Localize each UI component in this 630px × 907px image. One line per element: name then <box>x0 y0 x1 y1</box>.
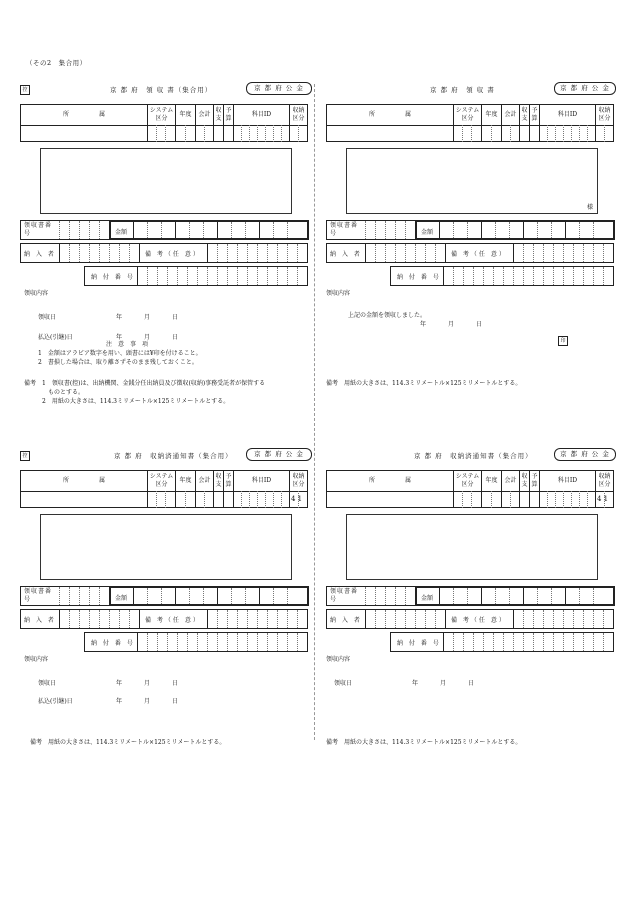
day-label: 日 <box>172 698 179 705</box>
year-label: 年 <box>116 314 123 321</box>
receipt-division-header: 収納区分 <box>595 471 613 491</box>
day-label: 日 <box>476 321 483 328</box>
income-expense-header: 収支 <box>519 105 529 125</box>
year-label: 年 <box>412 680 419 687</box>
receipt-division-value: 4 1 <box>597 495 609 503</box>
budget-header: 予算 <box>223 105 233 125</box>
amount-label: 金額 <box>421 595 434 602</box>
payer-address-box <box>40 514 292 580</box>
receipt-content-label: 領収内容 <box>24 290 49 297</box>
income-expense-header: 収支 <box>213 471 223 491</box>
public-funds-badge: 京 都 府 公 金 <box>246 448 312 461</box>
payer-label: 納 入 者 <box>24 251 56 258</box>
public-funds-badge: 京 都 府 公 金 <box>554 448 616 461</box>
account-header: 会計 <box>501 471 519 491</box>
system-division-header: システム区分 <box>147 105 175 125</box>
notes-heading: 注 意 事 項 <box>106 341 149 348</box>
remarks-label: 備 考（任 意） <box>145 617 201 624</box>
receipt-number-label: 領収書番 号 <box>24 588 60 603</box>
affiliation-header: 所 属 <box>62 111 105 118</box>
payer-address-box <box>346 148 598 214</box>
amount-field[interactable] <box>109 220 309 240</box>
received-statement: 上記の金額を領収しました。 <box>348 312 427 319</box>
public-funds-badge: 京 都 府 公 金 <box>246 82 312 95</box>
payer-row <box>326 609 614 629</box>
receipt-copy-form <box>20 84 308 414</box>
account-header: 会計 <box>195 105 213 125</box>
amount-field[interactable] <box>109 586 309 606</box>
receipt-number-label: 領収書番 号 <box>24 222 60 237</box>
transfer-date-label: 払込(引継)日 <box>38 334 73 341</box>
day-label: 日 <box>172 314 179 321</box>
affiliation-header: 所 属 <box>368 477 411 484</box>
budget-header: 予算 <box>529 471 539 491</box>
payer-label: 納 入 者 <box>330 617 362 624</box>
form-title: 京 都 府 収納済通知書（集合用） <box>414 452 533 460</box>
month-label: 月 <box>144 698 151 705</box>
day-label: 日 <box>468 680 475 687</box>
year-label: 年 <box>116 334 123 341</box>
header-table <box>326 470 614 508</box>
day-label: 日 <box>172 680 179 687</box>
system-division-header: システム区分 <box>453 471 481 491</box>
public-funds-badge: 京 都 府 公 金 <box>554 82 616 95</box>
year-label: 年 <box>420 321 427 328</box>
footer-line-2: ものとする。 <box>24 389 85 396</box>
footer-line-1: 備考 1 領収書(控)は、出納機関、金銭分任出納員及び徴収(収納)事務受託者が保管する <box>24 380 266 387</box>
receipt-content-label: 領収内容 <box>326 656 351 663</box>
receipt-division-header: 収納区分 <box>289 471 307 491</box>
year-label: 年 <box>116 698 123 705</box>
receipt-number-amount-row <box>20 586 308 606</box>
payment-number-label: 納 付 番 号 <box>91 274 135 281</box>
amount-label: 金額 <box>421 229 434 236</box>
seal-mark: 印 <box>558 336 568 346</box>
payer-label: 納 入 者 <box>330 251 362 258</box>
receipt-number-amount-row <box>20 220 308 240</box>
header-table <box>326 104 614 142</box>
item-id-header: 科目ID <box>539 105 595 125</box>
header-table <box>20 470 308 508</box>
income-expense-header: 収支 <box>213 105 223 125</box>
receipt-division-header: 収納区分 <box>289 105 307 125</box>
payment-notice-form <box>326 450 614 780</box>
document-label: （その2 集合用） <box>26 59 87 67</box>
receipt-division-value: 4 1 <box>291 495 303 503</box>
form-title: 京 都 府 領 収 書（集合用） <box>110 86 213 94</box>
receipt-number-amount-row <box>326 220 614 240</box>
receipt-number-label: 領収書番 号 <box>330 222 366 237</box>
item-id-header: 科目ID <box>233 471 289 491</box>
remarks-label: 備 考（任 意） <box>451 617 507 624</box>
remarks-label: 備 考（任 意） <box>145 251 201 258</box>
cut-line <box>314 84 315 740</box>
affiliation-header: 所 属 <box>368 111 411 118</box>
amount-label: 金額 <box>115 229 128 236</box>
copy-stamp-icon: 控 <box>20 85 30 95</box>
amount-field[interactable] <box>415 586 615 606</box>
budget-header: 予算 <box>529 105 539 125</box>
header-table <box>20 104 308 142</box>
footer-line-1: 備考 用紙の大きさは、114.3ミリメートル×125ミリメートルとする。 <box>326 380 522 387</box>
month-label: 月 <box>144 334 151 341</box>
fiscal-year-header: 年度 <box>175 471 195 491</box>
receipt-content-label: 領収内容 <box>326 290 351 297</box>
receipt-number-label: 領収書番 号 <box>330 588 366 603</box>
payer-address-box <box>346 514 598 580</box>
budget-header: 予算 <box>223 471 233 491</box>
form-title: 京 都 府 領 収 書 <box>430 86 495 94</box>
note-1: 1 金額はアラビア数字を用い、頭書には¥印を付けること。 <box>38 350 202 357</box>
receipt-date-label: 領収日 <box>38 680 57 687</box>
year-label: 年 <box>116 680 123 687</box>
fiscal-year-header: 年度 <box>481 471 501 491</box>
amount-field[interactable] <box>415 220 615 240</box>
honorific: 様 <box>586 204 593 211</box>
item-id-header: 科目ID <box>233 105 289 125</box>
month-label: 月 <box>144 314 151 321</box>
fiscal-year-header: 年度 <box>481 105 501 125</box>
receipt-date-label: 領収日 <box>334 680 353 687</box>
month-label: 月 <box>448 321 455 328</box>
payment-notice-copy-form <box>20 450 308 780</box>
payment-number-row <box>84 266 308 286</box>
footer-line-1: 備考 用紙の大きさは、114.3ミリメートル×125ミリメートルとする。 <box>326 739 522 746</box>
footer-line-3: 2 用紙の大きさは、114.3ミリメートル×125ミリメートルとする。 <box>24 398 230 405</box>
receipt-number-amount-row <box>326 586 614 606</box>
system-division-header: システム区分 <box>147 471 175 491</box>
transfer-date-label: 払込(引継)日 <box>38 698 73 705</box>
receipt-date-label: 領収日 <box>38 314 57 321</box>
account-header: 会計 <box>195 471 213 491</box>
payment-number-label: 納 付 番 号 <box>397 640 441 647</box>
copy-stamp-icon: 控 <box>20 451 30 461</box>
payer-address-box <box>40 148 292 214</box>
payer-row <box>326 243 614 263</box>
payment-number-row <box>84 632 308 652</box>
payment-number-row <box>390 632 614 652</box>
system-division-header: システム区分 <box>453 105 481 125</box>
form-title: 京 都 府 収納済通知書（集合用） <box>114 452 233 460</box>
affiliation-header: 所 属 <box>62 477 105 484</box>
amount-label: 金額 <box>115 595 128 602</box>
day-label: 日 <box>172 334 179 341</box>
item-id-header: 科目ID <box>539 471 595 491</box>
receipt-form <box>326 84 614 414</box>
payment-number-row <box>390 266 614 286</box>
payment-number-label: 納 付 番 号 <box>397 274 441 281</box>
payer-label: 納 入 者 <box>24 617 56 624</box>
receipt-content-label: 領収内容 <box>24 656 49 663</box>
receipt-division-header: 収納区分 <box>595 105 613 125</box>
account-header: 会計 <box>501 105 519 125</box>
note-2: 2 書損した場合は、取り離さずそのまま残しておくこと。 <box>38 359 198 366</box>
footer-line-1: 備考 用紙の大きさは、114.3ミリメートル×125ミリメートルとする。 <box>30 739 226 746</box>
month-label: 月 <box>144 680 151 687</box>
month-label: 月 <box>440 680 447 687</box>
remarks-label: 備 考（任 意） <box>451 251 507 258</box>
payer-row <box>20 609 308 629</box>
income-expense-header: 収支 <box>519 471 529 491</box>
fiscal-year-header: 年度 <box>175 105 195 125</box>
payment-number-label: 納 付 番 号 <box>91 640 135 647</box>
payer-row <box>20 243 308 263</box>
